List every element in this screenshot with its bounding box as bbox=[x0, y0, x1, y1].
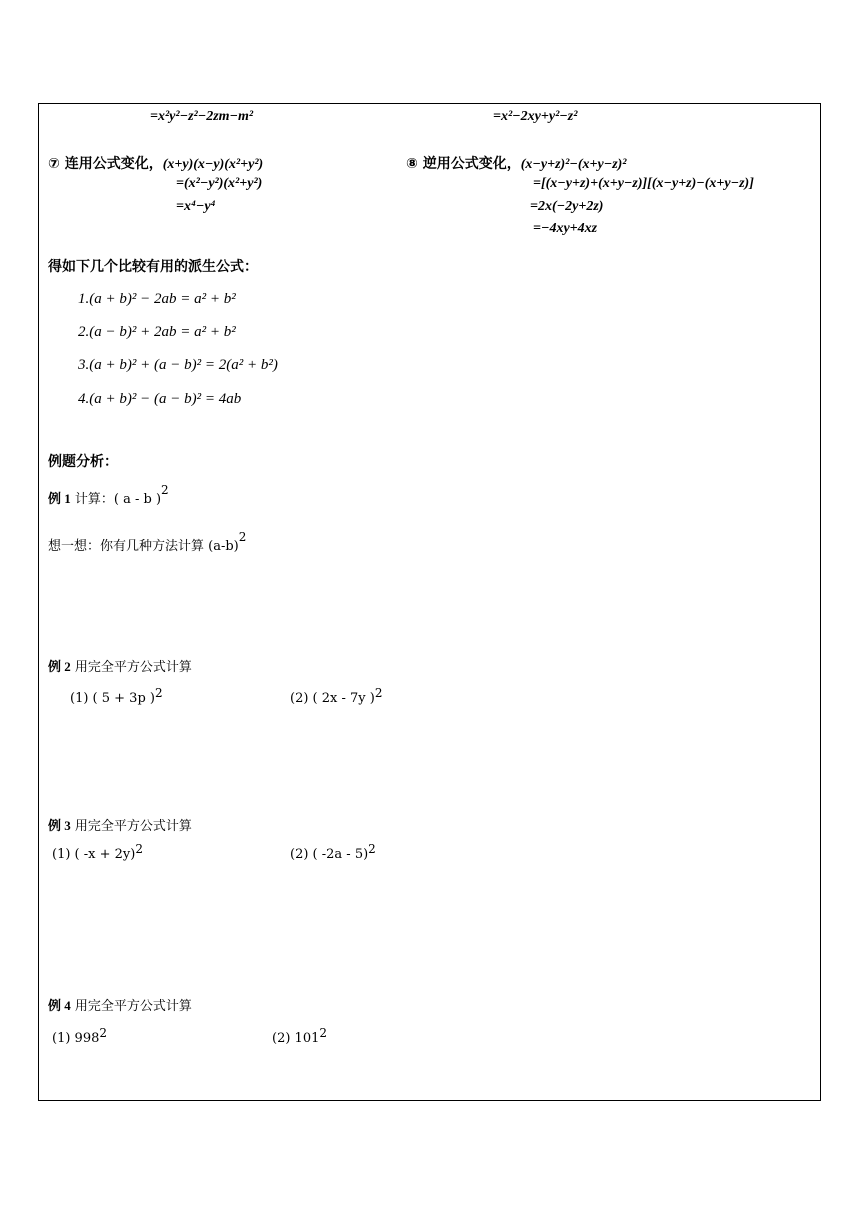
example2 bbox=[48, 656, 192, 675]
example4-q2-exponent: 2 bbox=[319, 1026, 328, 1040]
formula-3: 3.(a + b)² + (a − b)² = 2(a² + b²) bbox=[78, 357, 278, 373]
content-frame bbox=[38, 103, 821, 1101]
example2-q2-text: (2) ( 2x - 7y ) bbox=[290, 691, 375, 706]
example4-label: 例 4 bbox=[48, 998, 71, 1013]
think-text: 想一想：你有几种方法计算 (a-b) bbox=[48, 539, 239, 554]
example1-text: 计算：( a - b ) bbox=[74, 492, 162, 507]
example4-q2 bbox=[272, 1026, 328, 1046]
example2-label: 例 2 bbox=[48, 659, 71, 674]
formula-4: 4.(a + b)² − (a − b)² = 4ab bbox=[78, 391, 242, 407]
think-exponent: 2 bbox=[238, 530, 247, 544]
step5-result: =x²−2xy+y²−z² bbox=[493, 109, 578, 124]
item7-expression: (x+y)(x−y)(x²+y²) bbox=[162, 157, 264, 172]
derived-formulas-heading: 得如下几个比较有用的派生公式： bbox=[48, 259, 258, 275]
example3-q1-exponent: 2 bbox=[135, 842, 143, 856]
formula-1: 1.(a + b)² − 2ab = a² + b² bbox=[78, 291, 236, 307]
example4-text: 用完全平方公式计算 bbox=[74, 999, 192, 1014]
step6-result: =x²y²−z²−2zm−m² bbox=[150, 109, 254, 124]
example2-q2 bbox=[290, 686, 383, 706]
item7-step2: =x⁴−y⁴ bbox=[176, 199, 216, 214]
example3-q2-text: (2) ( -2a - 5) bbox=[290, 847, 369, 862]
item8-step1: =[(x−y+z)+(x+y−z)][(x−y+z)−(x+y−z)] bbox=[533, 176, 754, 191]
example3 bbox=[48, 815, 192, 834]
item8-step3: =−4xy+4xz bbox=[533, 221, 598, 236]
examples-heading: 例题分析： bbox=[48, 454, 118, 470]
item7-label: ⑦ 连用公式变化， bbox=[48, 156, 163, 172]
example2-q1-text: (1) ( 5 + 3p ) bbox=[70, 691, 155, 706]
formula-2: 2.(a − b)² + 2ab = a² + b² bbox=[78, 324, 236, 340]
example3-label: 例 3 bbox=[48, 818, 71, 833]
think-line bbox=[48, 530, 247, 554]
example1 bbox=[48, 483, 169, 507]
item7-step1: =(x²−y²)(x²+y²) bbox=[176, 176, 263, 191]
example2-text: 用完全平方公式计算 bbox=[74, 660, 192, 675]
example4-q1-text: (1) 998 bbox=[52, 1031, 100, 1046]
example3-q2-exponent: 2 bbox=[368, 842, 376, 856]
item7-line bbox=[48, 153, 263, 173]
example4-q2-text: (2) 101 bbox=[272, 1031, 320, 1046]
example2-q1 bbox=[70, 686, 163, 706]
example4-q1 bbox=[52, 1026, 108, 1046]
example3-q1 bbox=[52, 842, 143, 862]
example3-text: 用完全平方公式计算 bbox=[74, 819, 192, 834]
example4 bbox=[48, 995, 192, 1014]
example2-q2-exponent: 2 bbox=[374, 686, 383, 700]
example2-q1-exponent: 2 bbox=[154, 686, 163, 700]
item8-line bbox=[406, 153, 627, 173]
item8-expression: (x−y+z)²−(x+y−z)² bbox=[520, 157, 627, 172]
example1-label: 例 1 bbox=[48, 491, 71, 506]
item8-step2: =2x(−2y+2z) bbox=[530, 199, 604, 214]
example3-q2 bbox=[290, 842, 376, 862]
example3-q1-text: (1) ( -x + 2y) bbox=[52, 847, 136, 862]
item8-label: ⑧ 逆用公式变化， bbox=[406, 156, 521, 172]
example1-exponent: 2 bbox=[161, 483, 169, 497]
example4-q1-exponent: 2 bbox=[99, 1026, 108, 1040]
